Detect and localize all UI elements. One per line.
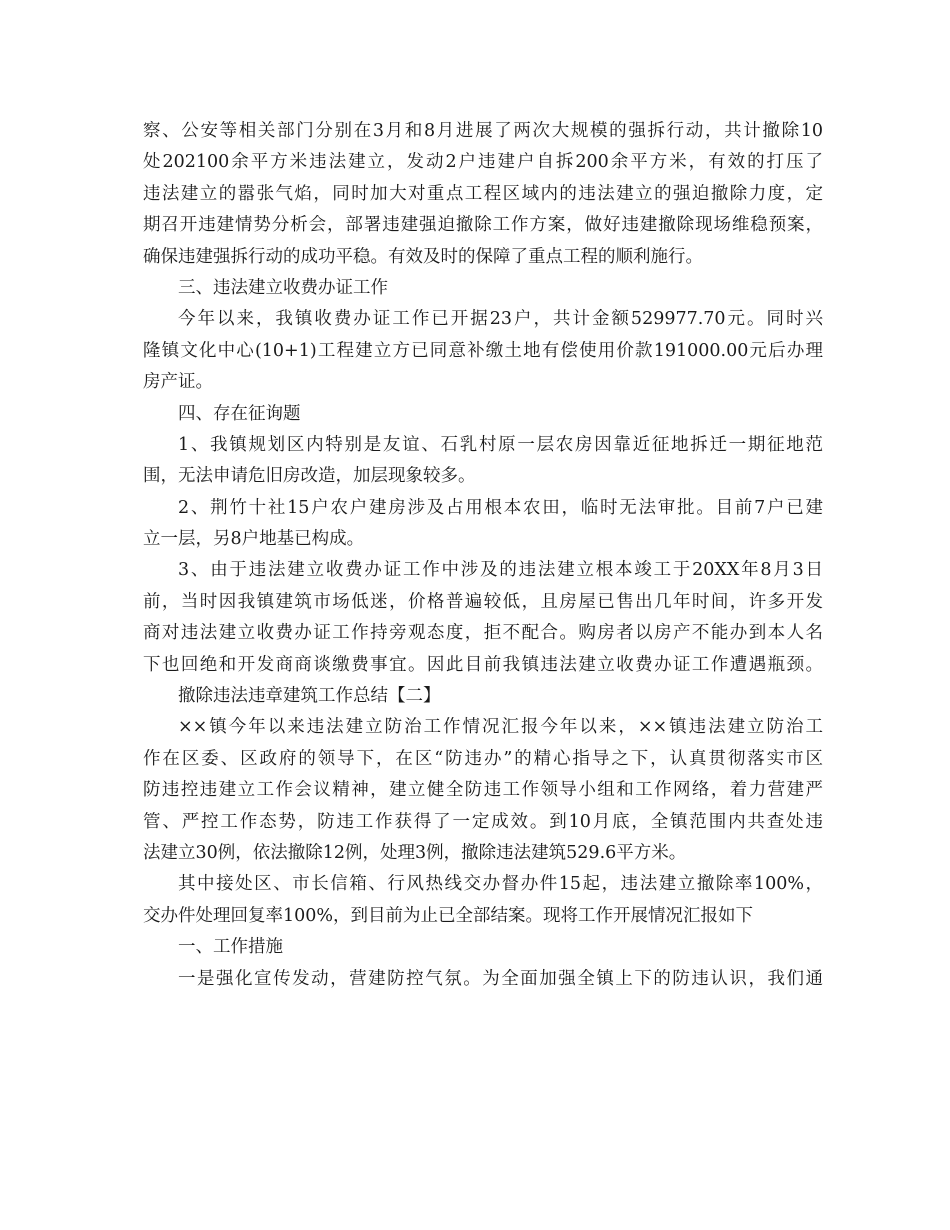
text-line: 一是强化宣传发动，营建防控气氛。为全面加强全镇上下的防违认识，我们通 xyxy=(178,968,823,989)
text-line: 管、严控工作态势，防违工作获得了一定成效。到10月底，全镇范围内共查处违 xyxy=(143,811,823,832)
text-line: 交办件处理回复率100%，到目前为止已全部结案。现将工作开展情况汇报如下 xyxy=(143,905,754,926)
text-line: 立一层，另8户地基已构成。 xyxy=(143,529,365,550)
text-line: 2、荆竹十社15户农户建房涉及占用根本农田，临时无法审批。目前7户已建 xyxy=(178,497,823,518)
text-line: 期召开违建情势分析会，部署违建强迫撤除工作方案，做好违建撤除现场维稳预案， xyxy=(143,215,823,236)
text-line: 违法建立的嚣张气焰，同时加大对重点工程区域内的违法建立的强迫撤除力度，定 xyxy=(143,183,823,204)
text-line: 其中接处区、市长信箱、行风热线交办督办件15起，违法建立撤除率100%， xyxy=(178,874,823,895)
text-line: ××镇今年以来违法建立防治工作情况汇报今年以来，××镇违法建立防治工 xyxy=(178,717,823,738)
text-line: 察、公安等相关部门分别在3月和8月进展了两次大规模的强拆行动，共计撤除10 xyxy=(143,121,823,141)
text-line: 3、由于违法建立收费办证工作中涉及的违法建立根本竣工于20XX年8月3日 xyxy=(178,560,823,581)
text-line: 一、工作措施 xyxy=(178,937,283,958)
text-line: 撤除违法违章建筑工作总结【二】 xyxy=(178,686,441,707)
text-line: 三、违法建立收费办证工作 xyxy=(178,277,388,298)
text-line: 隆镇文化中心(10+1)工程建立方已同意补缴土地有偿使用价款191000.00元后办理 xyxy=(143,340,823,361)
text-line: 防违控违建立工作会议精神，建立健全防违工作领导小组和工作网络，着力营建严 xyxy=(143,780,823,801)
text-line: 作在区委、区政府的领导下，在区“防违办”的精心指导之下，认真贯彻落实市区 xyxy=(143,748,823,769)
document-body xyxy=(143,116,823,995)
text-line: 处202100余平方米违法建立，发动2户违建户自拆200余平方米，有效的打压了 xyxy=(143,152,823,173)
text-line: 确保违建强拆行动的成功平稳。有效及时的保障了重点工程的顺利施行。 xyxy=(143,246,703,267)
text-line: 房产证。 xyxy=(143,372,213,393)
text-line: 下也回绝和开发商商谈缴费事宜。因此目前我镇违法建立收费办证工作遭遇瓶颈。 xyxy=(143,654,823,675)
text-line: 前，当时因我镇建筑市场低迷，价格普遍较低，且房屋已售出几年时间，许多开发 xyxy=(143,591,823,612)
text-line: 围，无法申请危旧房改造，加层现象较多。 xyxy=(143,466,476,487)
text-line: 今年以来，我镇收费办证工作已开据23户，共计金额529977.70元。同时兴 xyxy=(178,309,823,330)
text-line: 四、存在征询题 xyxy=(178,403,301,424)
text-line: 法建立30例，依法撤除12例，处理3例，撤除违法建筑529.6平方米。 xyxy=(143,842,687,863)
text-line: 商对违法建立收费办证工作持旁观态度，拒不配合。购房者以房产不能办到本人名 xyxy=(143,623,823,644)
text-line: 1、我镇规划区内特别是友谊、石乳村原一层农房因靠近征地拆迁一期征地范 xyxy=(178,434,823,455)
